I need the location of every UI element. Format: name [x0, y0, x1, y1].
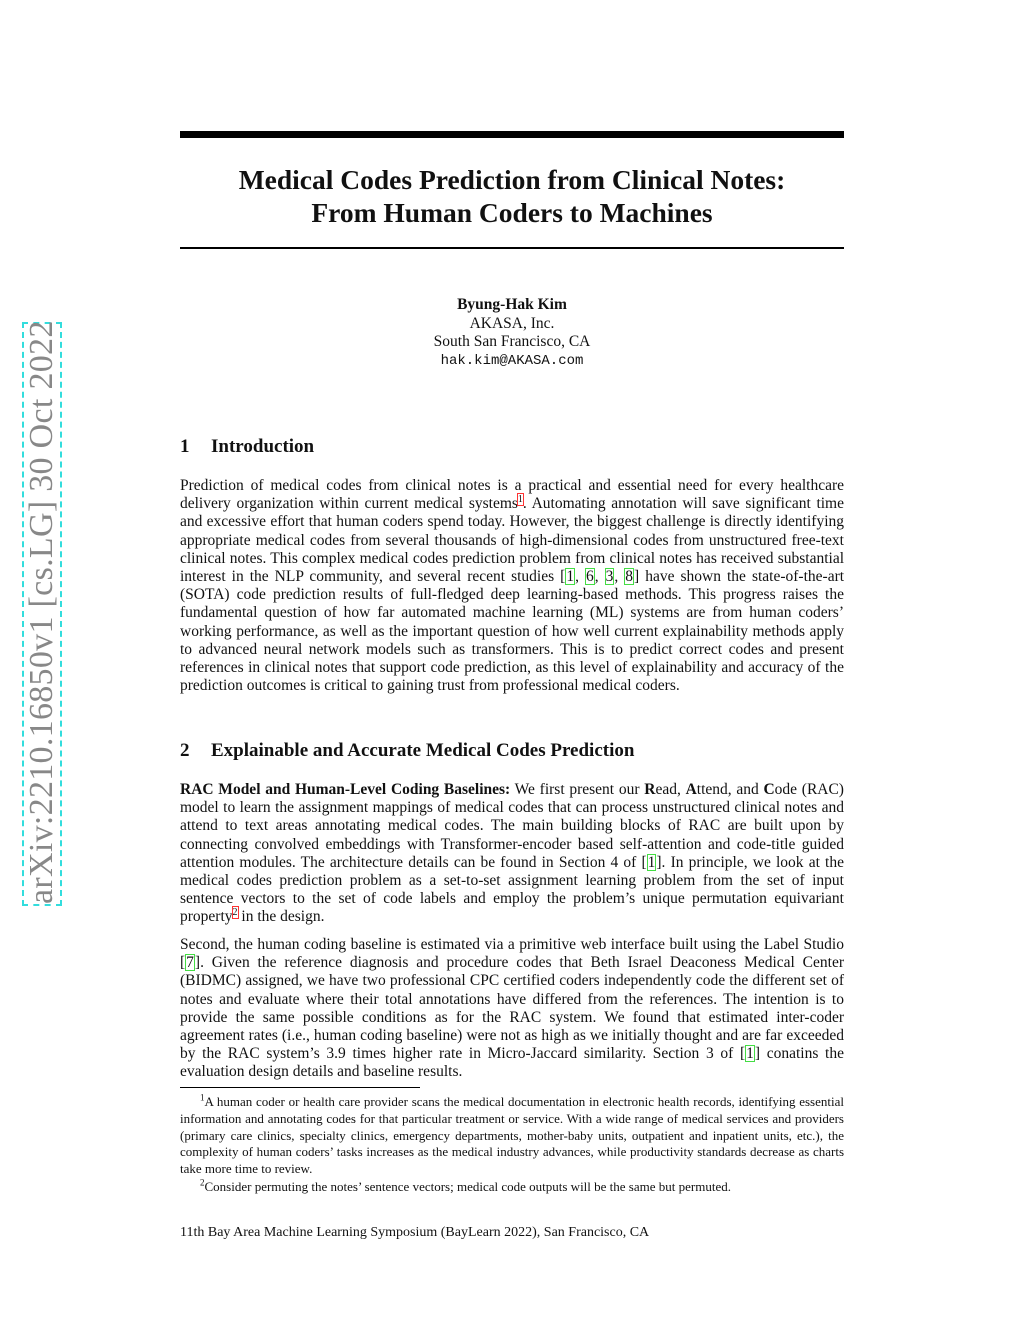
footnote-ref-1[interactable]: 1: [517, 494, 523, 506]
section-number: 2: [180, 740, 190, 761]
section-title: Introduction: [211, 436, 315, 457]
section-number: 1: [180, 436, 190, 457]
paper-title: [180, 163, 844, 229]
intro-paragraph: Prediction of medical codes from clinical notes is a practical and essential need for every healthcare delivery organization within current medical systems$^1$. Automating annotation will save significant time and excessive effort that human coders spend today. However, the biggest challenge is directly identifying appropriate medical codes from several thousands of high-dimensional codes from unstructured free-text clinical notes. This complex medical codes prediction problem from clinical notes has received substantial interest in the NLP community, and several recent studies [1, 6, 3, 8] have shown the state-of-the-art (SOTA) code prediction results of full-fledged deep learning-based methods. This progress raises the fundamental question of how far automated machine learning (ML) systems are from human coders’ working performance, as well as the important question of how well current explainability methods apply to advanced neural network models such as transformers. This is to predict correct codes and present references in clinical notes that support code prediction, as this level of explainability and accuracy of the prediction outcomes is critical to gaining trust from professional medical coders.: [180, 477, 845, 695]
footnote-text: A human coder or health care provider scans the medical documentation in electronic health records, identifying essential information and annotating codes for that particular treatment or service. With a wide range of medical services and providers (primary care clinics, specialty clinics, emergency departments, mother-baby units, outpatient and inpatient units, etc.), the complexity of human coders’ tasks increases as the medical industry advances, while productivity standards decrease as charts take more time to review.: [180, 1094, 844, 1177]
footnote-1: [180, 1094, 844, 1178]
citation-link[interactable]: 1: [647, 853, 656, 871]
author-block: [180, 296, 844, 370]
baseline-paragraph: [180, 936, 844, 1082]
rac-text-3: ]. In principle, we look at the medical codes prediction problem as a set-to-set assignment learning problem from the set of input sentence vectors to the set of code labels and employ the problem’s unique permutation equivariant property: [180, 853, 844, 926]
footnote-mark: 1: [200, 1092, 205, 1103]
baseline-text-3: ] conatins the evaluation design details and baseline results.: [180, 1045, 844, 1081]
intro-text-2: . Automating annotation will save significant time and excessive effort that human coders spend today. However, the biggest challenge is directly identifying appropriate medical codes from several thousands of high-dimensional codes from unstructured free-text clinical notes. This complex medical codes prediction problem from clinical notes has received substantial interest in the NLP community, and several recent studies [: [180, 495, 844, 586]
author-location: South San Francisco, CA: [433, 333, 591, 350]
footnote-ref-2[interactable]: 2: [232, 907, 238, 919]
acronym-letter-a: A: [685, 781, 697, 798]
citation-link[interactable]: 6: [585, 568, 594, 586]
author-email[interactable]: hak.kim@AKASA.com: [440, 352, 584, 369]
intro-text-3: ] have shown the state-of-the-art (SOTA) code prediction results of full-fledged deep learning-based methods. This progress raises the fundamental question of how far automated machine learning (ML) systems are from human coders’ working performance, as well as the important question of how well current explainability methods apply to advanced neural network models such as transformers. This is to predict correct codes and present references in clinical notes that support code prediction, as this level of explainability and accuracy of the prediction outcomes is critical to gaining trust from professional medical coders.: [180, 568, 845, 695]
title-top-rule: [180, 131, 844, 138]
section-title: Explainable and Accurate Medical Codes Prediction: [211, 740, 635, 761]
intro-text-1: Prediction of medical codes from clinical notes is a practical and essential need for every healthcare delivery organization within current medical systems: [180, 477, 844, 513]
title-line-2: From Human Coders to Machines: [311, 197, 713, 228]
runin-heading: RAC Model and Human-Level Coding Baselines:: [180, 781, 511, 798]
baseline-text-2: ]. Given the reference diagnosis and procedure codes that Beth Israel Deaconess Medical Center (BIDMC) assigned, we have two professional CPC certified coders independently code the different set of notes and evaluate where their total annotations have differed from the references. The intention is to provide the same possible conditions as for the RAC system. We found that estimated inter-coder agreement rates (i.e., human coding baseline) were not as high as we initially thought and are far exceeded by the RAC system’s 3.9 times higher rate in Micro-Jaccard similarity. Section 3 of [: [180, 954, 844, 1063]
citation-link[interactable]: 8: [625, 568, 634, 586]
footnote-2: [180, 1179, 844, 1196]
footnote-text: Consider permuting the notes’ sentence vectors; medical code outputs will be the same but permuted.: [204, 1179, 731, 1194]
citation-link[interactable]: 3: [605, 568, 614, 586]
acronym-letter-r: R: [644, 781, 656, 798]
author-name: Byung-Hak Kim: [457, 296, 567, 313]
title-bottom-rule: [180, 247, 844, 249]
rac-text-1: We first present our: [510, 781, 645, 798]
rac-text-4: in the design.: [237, 908, 325, 926]
arxiv-identifier-stamp[interactable]: arXiv:2210.16850v1 [cs.LG] 30 Oct 2022: [23, 320, 60, 904]
section-heading-introduction: [180, 436, 314, 458]
footnote-rule: [180, 1087, 420, 1088]
footnote-mark: 2: [200, 1177, 205, 1188]
section-heading-explainable: [180, 740, 634, 762]
acronym-rest-a: ttend, and: [696, 781, 764, 798]
acronym-letter-c: C: [763, 781, 775, 798]
rac-paragraph: [180, 781, 844, 927]
venue-footer: 11th Bay Area Machine Learning Symposium (BayLearn 2022), San Francisco, CA: [180, 1225, 650, 1240]
baseline-text-1: Second, the human coding baseline is estimated via a primitive web interface built using the Label Studio [: [180, 936, 844, 972]
rac-text-2: ode (RAC) model to learn the assignment mappings of medical codes that can process unstructured clinical notes and attend to text areas annotating medical codes. The main building blocks of RAC are built upon by connecting convolved embeddings with Transformer-encoder based self-attention and code-title guided attention modules. The architecture details can be found in Section 4 of [: [180, 781, 844, 871]
title-line-1: Medical Codes Prediction from Clinical Notes:: [238, 164, 786, 195]
citation-link[interactable]: 1: [566, 568, 575, 586]
author-affiliation: AKASA, Inc.: [469, 314, 555, 332]
acronym-rest-r: ead,: [655, 781, 686, 798]
citation-link[interactable]: 1: [746, 1045, 754, 1063]
citation-link[interactable]: 7: [186, 954, 194, 972]
